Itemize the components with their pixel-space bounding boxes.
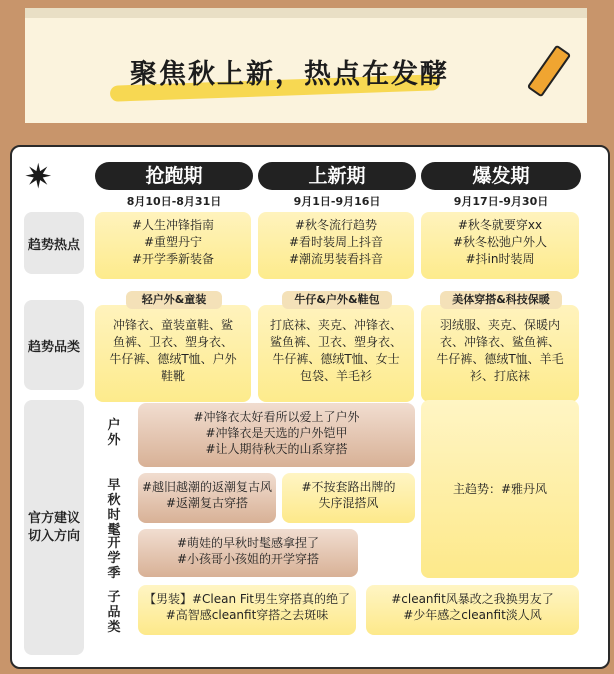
sublabel-sub-category [103, 590, 125, 635]
outdoor-line: #冲锋衣太好看所以爱上了户外 [193, 410, 360, 424]
trend-cat-cell-1 [95, 305, 251, 402]
cell-line: 鲨鱼裤、卫衣、塑身衣、 [269, 335, 402, 349]
early-autumn-line: #不按套路出牌的 [301, 480, 396, 494]
cell-line: #秋冬就要穿xx [457, 218, 543, 232]
early-autumn-box-a [138, 473, 276, 523]
category-tag-2: 牛仔&户外&鞋包 [282, 291, 392, 309]
category-tag-3: 美体穿搭&科技保暖 [440, 291, 562, 309]
cell-line: #人生冲锋指南 [131, 218, 215, 232]
cell-line: 包袋、羊毛衫 [299, 369, 372, 383]
phase-1-header: 抢跑期 [95, 162, 253, 190]
category-tag-1: 轻户外&童装 [126, 291, 222, 309]
sublabel-text: 早秋时髦 [107, 478, 121, 538]
cell-line: #看时装周上抖音 [288, 235, 384, 249]
cell-line: 衣、冲锋衣、鲨鱼裤、 [439, 335, 560, 349]
sublabel-text: 户外 [107, 418, 121, 448]
main-trend-box [421, 400, 579, 578]
early-autumn-line: #返潮复古穿搭 [165, 496, 249, 510]
phase-3-date: 9月17日-9月30日 [453, 195, 549, 208]
page-title: 聚焦秋上新，热点在发酵 [130, 59, 449, 90]
cell-line: #秋冬流行趋势 [294, 218, 378, 232]
cell-line: #重塑丹宁 [143, 235, 203, 249]
sublabel-back-to-school [103, 536, 125, 581]
sparkle-icon: ✷ [24, 157, 53, 197]
back-to-school-line: #萌娃的早秋时髦感拿捏了 [176, 536, 320, 550]
sub-category-line: #高智感cleanfit穿搭之去斑味 [165, 608, 329, 622]
official-label-line-2: 切入方向 [27, 528, 80, 544]
phase-3-header: 爆发期 [421, 162, 581, 190]
sublabel-outdoor [103, 418, 125, 448]
trend-hot-cell-3 [421, 212, 579, 279]
row-label-trend-hot: 趋势热点 [24, 212, 84, 274]
early-autumn-line: #越旧越潮的返潮复古风 [141, 480, 273, 494]
cell-line: #潮流男装看抖音 [288, 252, 384, 266]
sub-category-box-b [366, 585, 579, 635]
row-label-official [24, 400, 84, 655]
sub-category-line: #少年感之cleanfit淡人风 [403, 608, 542, 622]
phase-1-date: 8月10日-8月31日 [126, 195, 222, 208]
trend-hot-cell-1 [95, 212, 251, 279]
sublabel-text: 子品类 [107, 590, 121, 635]
official-label-line-1: 官方建议 [27, 510, 80, 526]
trend-hot-cell-2 [258, 212, 414, 279]
sub-category-box-a [138, 585, 356, 635]
phase-2-date: 9月1日-9月16日 [293, 195, 381, 208]
sublabel-early-autumn [103, 478, 125, 538]
phase-2-header: 上新期 [258, 162, 416, 190]
cell-line: 牛仔裤、德绒T恤、户外 [109, 352, 237, 366]
back-to-school-box [138, 529, 358, 577]
cell-line: 鞋靴 [160, 369, 185, 383]
cell-line: 鱼裤、卫衣、塑身衣、 [112, 335, 233, 349]
row-label-trend-category: 趋势品类 [24, 300, 84, 390]
cell-line: 羽绒服、夹克、保暖内 [439, 318, 560, 332]
outdoor-line: #冲锋衣是天选的户外铠甲 [205, 426, 348, 440]
trend-cat-cell-3 [421, 305, 579, 402]
trend-cat-cell-2 [258, 305, 414, 402]
sub-category-line: 【男装】#Clean Fit男生穿搭真的绝了 [144, 592, 350, 606]
outdoor-line: #让人期待秋天的山系穿搭 [205, 442, 348, 456]
cell-line: #抖in时装周 [465, 252, 535, 266]
cell-line: 打底袜、夹克、冲锋衣、 [269, 318, 402, 332]
cell-line: #开学季新装备 [131, 252, 215, 266]
main-trend-text: 主趋势：#雅丹风 [452, 482, 548, 496]
sublabel-text: 开学季 [107, 536, 121, 581]
sub-category-line: #cleanfit风暴改之我换男友了 [391, 592, 554, 606]
cell-line: 牛仔裤、德绒T恤、女士 [272, 352, 400, 366]
early-autumn-box-b [282, 473, 415, 523]
cell-line: #秋冬松弛户外人 [452, 235, 548, 249]
cell-line: 牛仔裤、德绒T恤、羊毛 [436, 352, 564, 366]
outdoor-box [138, 403, 415, 467]
back-to-school-line: #小孩哥小孩姐的开学穿搭 [176, 552, 320, 566]
early-autumn-line: 失序混搭风 [318, 496, 379, 510]
cell-line: 冲锋衣、童装童鞋、鲨 [112, 318, 233, 332]
cell-line: 衫、打底袜 [469, 369, 530, 383]
